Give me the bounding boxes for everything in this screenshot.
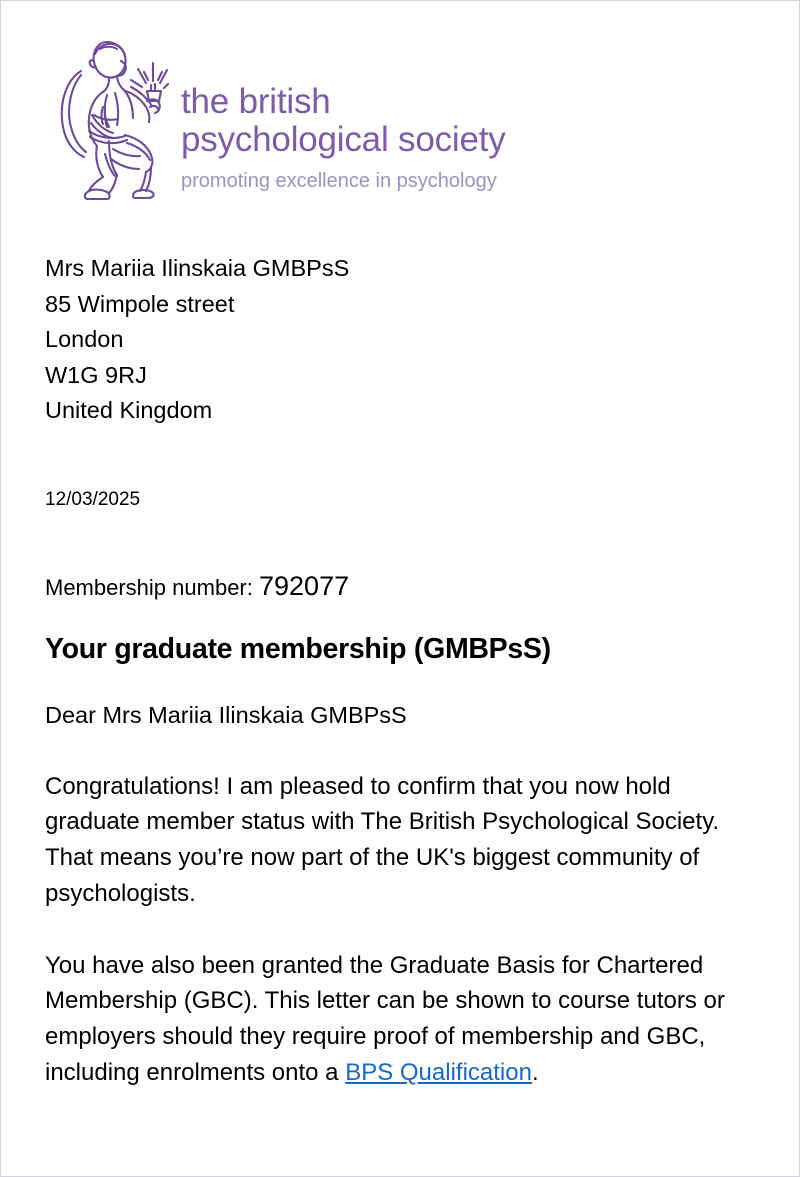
bps-qualification-link[interactable]: BPS Qualification — [345, 1059, 532, 1087]
logo-tagline: promoting excellence in psychology — [181, 169, 497, 192]
letter-heading: Your graduate membership (GMBPsS) — [45, 632, 551, 665]
letter-salutation: Dear Mrs Mariia Ilinskaia GMBPsS — [45, 701, 407, 728]
bps-wordmark — [181, 23, 506, 193]
membership-number-label: Membership number: — [45, 574, 253, 600]
address-line-country: United Kingdom — [45, 397, 213, 423]
address-line-city: London — [45, 326, 124, 352]
letter-date: 12/03/2025 — [45, 488, 141, 510]
membership-number-value: 792077 — [259, 570, 350, 601]
letter-paragraph-2 — [45, 948, 759, 1091]
recipient-address — [45, 251, 759, 429]
letter-paragraph-1: Congratulations! I am pleased to confirm that you now hold graduate member status with The British Psychological Society. That means you’re now part of the UK's biggest community of psychologists. — [45, 772, 720, 907]
logo-line-2: psychological society — [181, 119, 506, 159]
address-line-postcode: W1G 9RJ — [45, 361, 147, 388]
logo-line-1: the british — [181, 82, 331, 121]
paragraph-2-text-before-link: You have also been granted the Graduate Basis for Chartered Membership (GBC). This letter can be shown to course tutors or employers should they require proof of membership and GBC, including enrolments onto a — [45, 951, 725, 1087]
bps-psyche-lamp-logo-icon — [47, 23, 169, 203]
bps-logo — [45, 23, 759, 203]
paragraph-2-text-after-link: . — [531, 1059, 539, 1087]
address-line-name: Mrs Mariia Ilinskaia GMBPsS — [45, 255, 350, 281]
membership-number-line — [45, 571, 759, 603]
letter-content — [1, 1, 799, 1091]
address-line-street: 85 Wimpole street — [45, 290, 235, 317]
